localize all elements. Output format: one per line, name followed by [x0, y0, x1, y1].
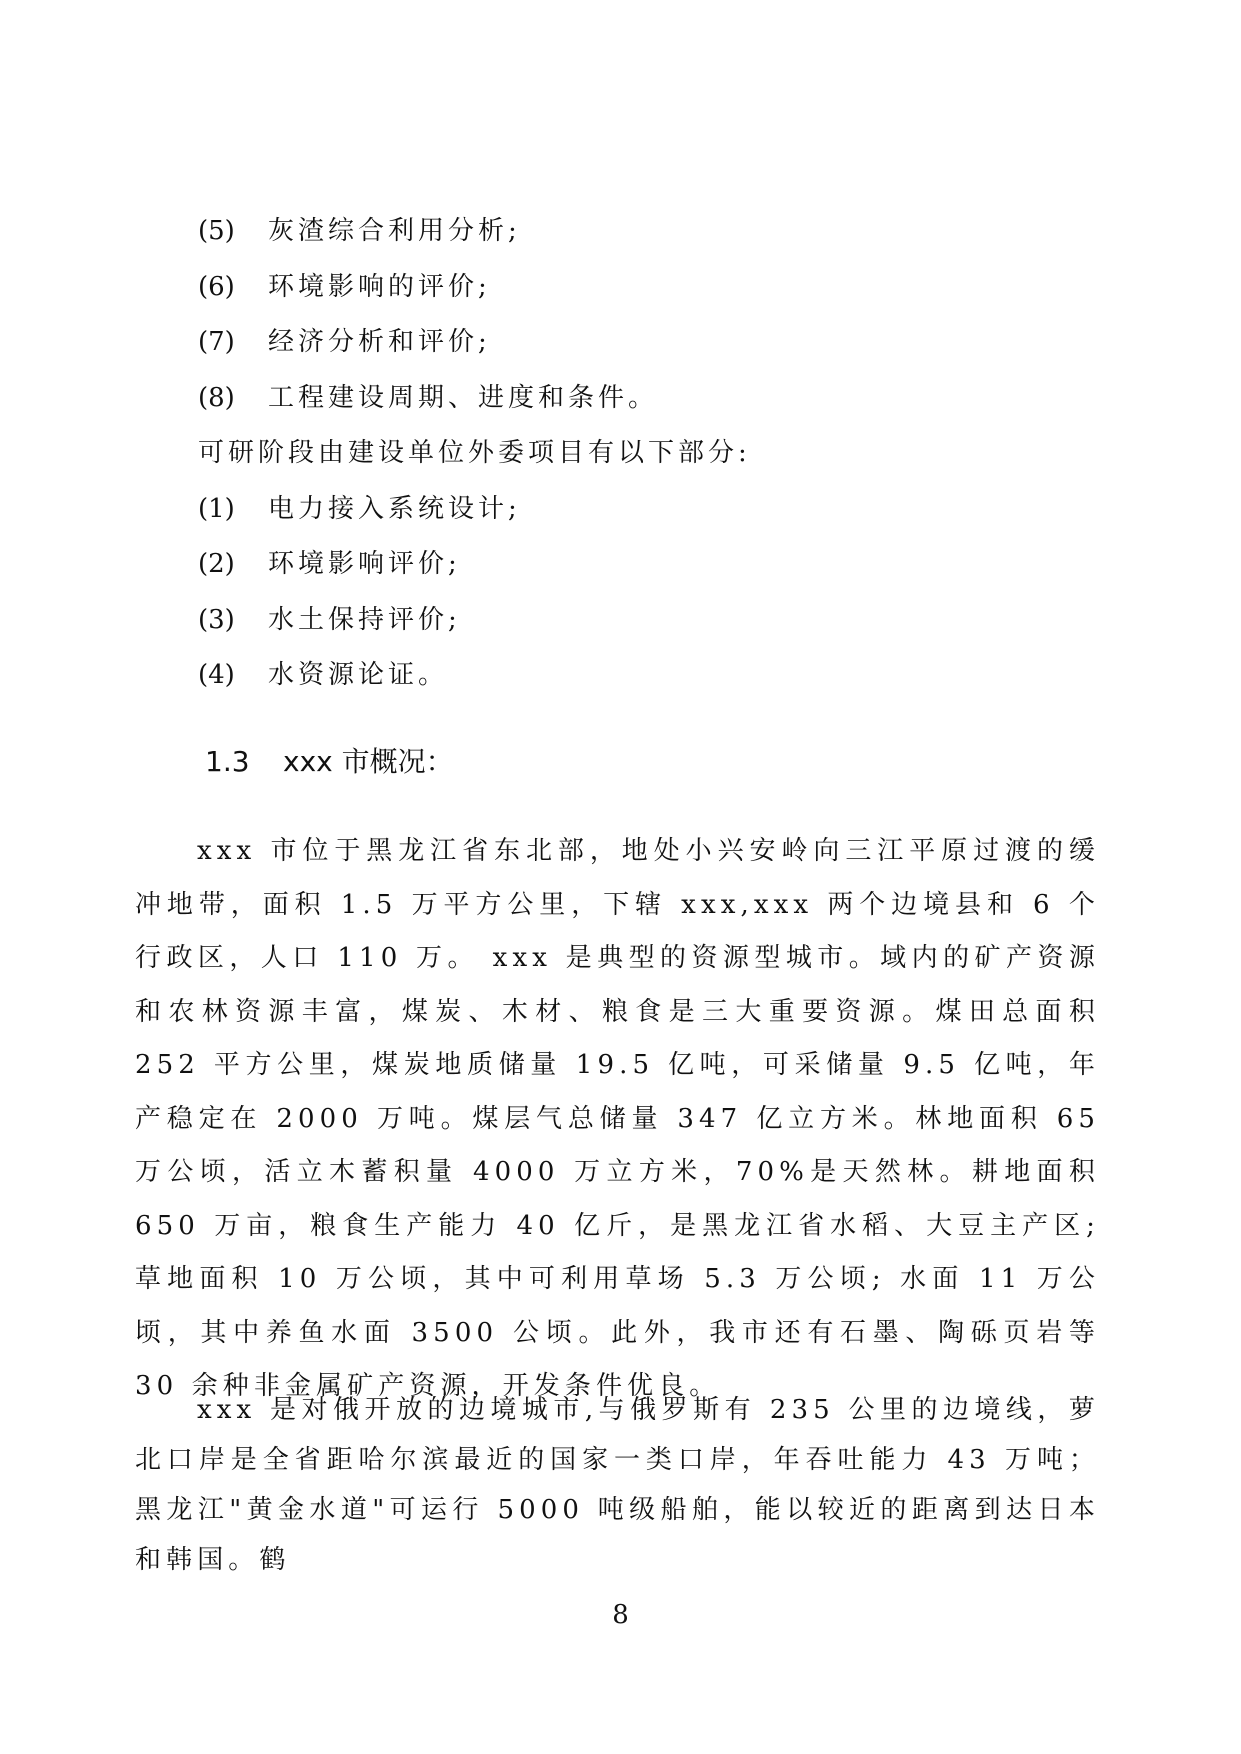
- section-number: 1.3: [205, 745, 250, 778]
- page-number: 8: [612, 1600, 629, 1630]
- list-item-number: (6): [198, 271, 235, 302]
- list-item-text: 经济分析和评价;: [268, 327, 491, 357]
- item-list: [198, 204, 1098, 704]
- body-paragraph: xxx 是对俄开放的边境城市,与俄罗斯有 235 公里的边境线，萝北口岸是全省距哈尔滨最近的国家一类口岸，年吞吐能力 43 万吨；黑龙江"黄金水道"可运行 5000 吨级船舶，能以较近的距离到达日本和韩国。鹤: [135, 1395, 1100, 1575]
- list-item-text: 环境影响的评价;: [268, 271, 491, 302]
- list-item: [198, 593, 1098, 649]
- list-item-number: (1): [198, 493, 235, 524]
- intro-line: 可研阶段由建设单位外委项目有以下部分:: [198, 438, 751, 468]
- list-item-number: (8): [198, 382, 235, 413]
- list-item: [198, 315, 1098, 371]
- list-item-text: 电力接入系统设计;: [268, 493, 521, 524]
- list-item-text: 水资源论证。: [268, 660, 449, 690]
- section-heading: [205, 740, 454, 780]
- list-item: [198, 204, 1098, 260]
- list-item-text: 水土保持评价;: [268, 604, 461, 635]
- list-item: [198, 537, 1098, 593]
- list-item-text: 灰渣综合利用分析;: [268, 216, 521, 246]
- list-item-text: 工程建设周期、进度和条件。: [268, 382, 659, 413]
- list-item: [198, 648, 1098, 704]
- list-item: [198, 260, 1098, 316]
- list-item-number: (2): [198, 549, 235, 579]
- list-item-number: (5): [198, 216, 235, 246]
- list-item-text: 环境影响评价;: [268, 549, 461, 579]
- list-item: [198, 371, 1098, 427]
- body-paragraph: xxx 市位于黑龙江省东北部，地处小兴安岭向三江平原过渡的缓冲地带，面积 1.5 万平方公里，下辖 xxx,xxx 两个边境县和 6 个行政区，人口 110 万。 xxx 是典型的资源型城市。域内的矿产资源和农林资源丰富，煤炭、木材、粮食是三大重要资源。煤田总面积 252 平方公里，煤炭地质储量 19.5 亿吨，可采储量 9.5 亿吨，年产稳定在 2000 万吨。煤层气总储量 347 亿立方米。林地面积 65 万公顷，活立木蓄积量 4000 万立方米，70%是天然林。耕地面积 650 万亩，粮食生产能力 40 亿斤，是黑龙江省水稻、大豆主产区; 草地面积 10 万公顷，其中可利用草场 5.3 万公顷; 水面 11 万公顷，其中养鱼水面 3500 公顷。此外，我市还有石墨、陶砾页岩等 30 余种非金属矿产资源，开发条件优良。: [135, 836, 1100, 1401]
- list-item: [198, 482, 1098, 538]
- list-item-number: (7): [198, 327, 235, 357]
- list-item-number: (3): [198, 604, 235, 635]
- list-item-number: (4): [198, 660, 235, 690]
- section-title: xxx 市概况：: [283, 745, 454, 778]
